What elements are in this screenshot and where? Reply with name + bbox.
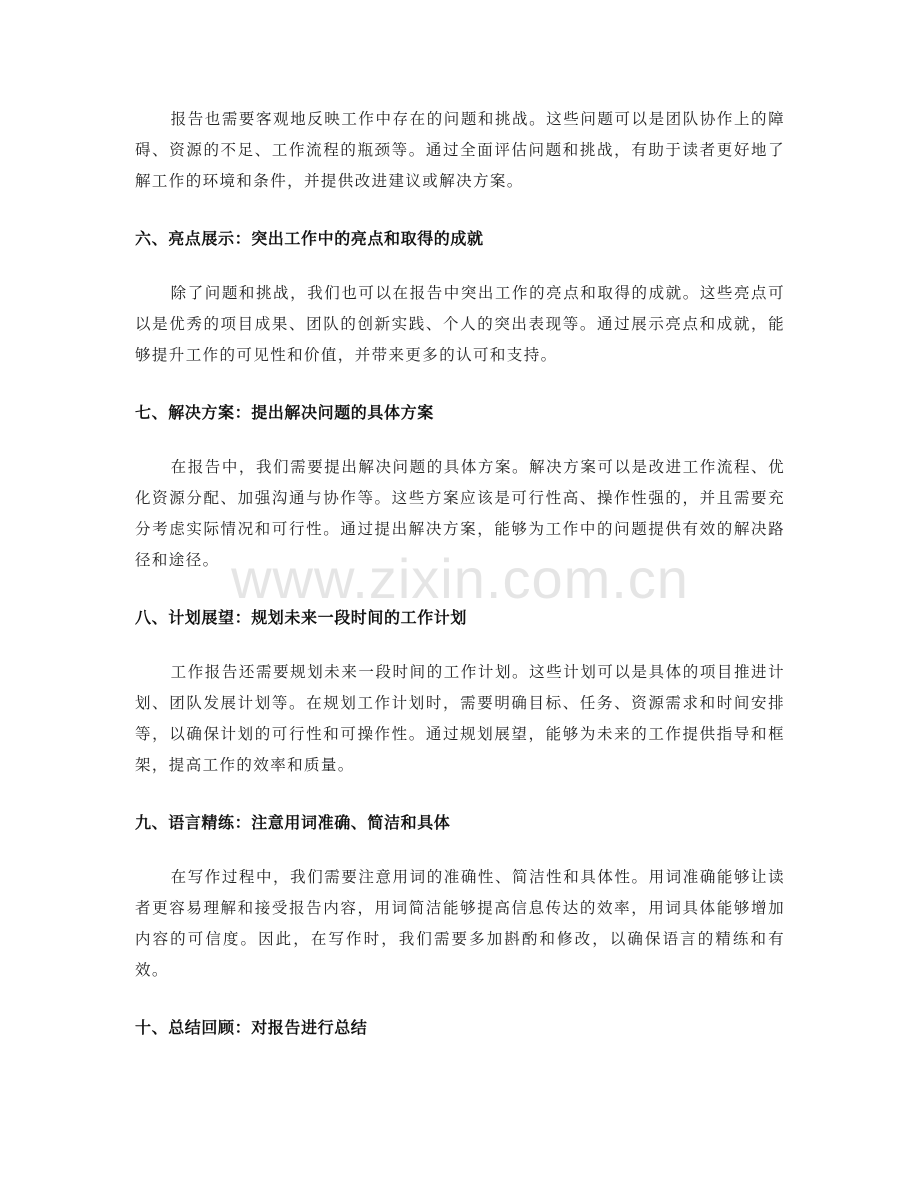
section-heading-8: 八、计划展望：规划未来一段时间的工作计划: [135, 608, 468, 627]
paragraph-plans: 工作报告还需要规划未来一段时间的工作计划。这些计划可以是具体的项目推进计划、团队发展计划等。在规划工作计划时，需要明确目标、任务、资源需求和时间安排等，以确保计划的可行性和可操作性。通过规划展望，能够为未来的工作提供指导和框架，提高工作的效率和质量。: [135, 663, 785, 774]
paragraph-solutions: 在报告中，我们需要提出解决问题的具体方案。解决方案可以是改进工作流程、优化资源分配、加强沟通与协作等。这些方案应该是可行性高、操作性强的，并且需要充分考虑实际情况和可行性。通过提出解决方案，能够为工作中的问题提供有效的解决路径和途径。: [135, 458, 785, 569]
paragraph-highlights: 除了问题和挑战，我们也可以在报告中突出工作的亮点和取得的成就。这些亮点可以是优秀的项目成果、团队的创新实践、个人的突出表现等。通过展示亮点和成就，能够提升工作的可见性和价值，并带来更多的认可和支持。: [135, 284, 785, 364]
spacer: [135, 371, 785, 401]
spacer: [135, 986, 785, 1016]
spacer: [135, 835, 785, 862]
spacer: [135, 630, 785, 657]
section-heading-9: 九、语言精练：注意用词准确、简洁和具体: [135, 813, 451, 832]
section-heading-10: 十、总结回顾：对报告进行总结: [135, 1018, 368, 1037]
section-heading-7: 七、解决方案：提出解决问题的具体方案: [135, 403, 434, 422]
document-body: [135, 104, 785, 1040]
watermark-text: www.zixin.com.cn: [231, 547, 689, 610]
spacer: [135, 251, 785, 278]
spacer: [135, 425, 785, 452]
paragraph-problems: 报告也需要客观地反映工作中存在的问题和挑战。这些问题可以是团队协作上的障碍、资源的不足、工作流程的瓶颈等。通过全面评估问题和挑战，有助于读者更好地了解工作的环境和条件，并提供改进建议或解决方案。: [135, 110, 785, 190]
spacer: [135, 197, 785, 227]
section-heading-6: 六、亮点展示：突出工作中的亮点和取得的成就: [135, 229, 484, 248]
spacer: [135, 781, 785, 811]
spacer: [135, 576, 785, 606]
paragraph-language: 在写作过程中，我们需要注意用词的准确性、简洁性和具体性。用词准确能够让读者更容易理解和接受报告内容，用词简洁能够提高信息传达的效率，用词具体能够增加内容的可信度。因此，在写作时，我们需要多加斟酌和修改，以确保语言的精练和有效。: [135, 868, 785, 979]
